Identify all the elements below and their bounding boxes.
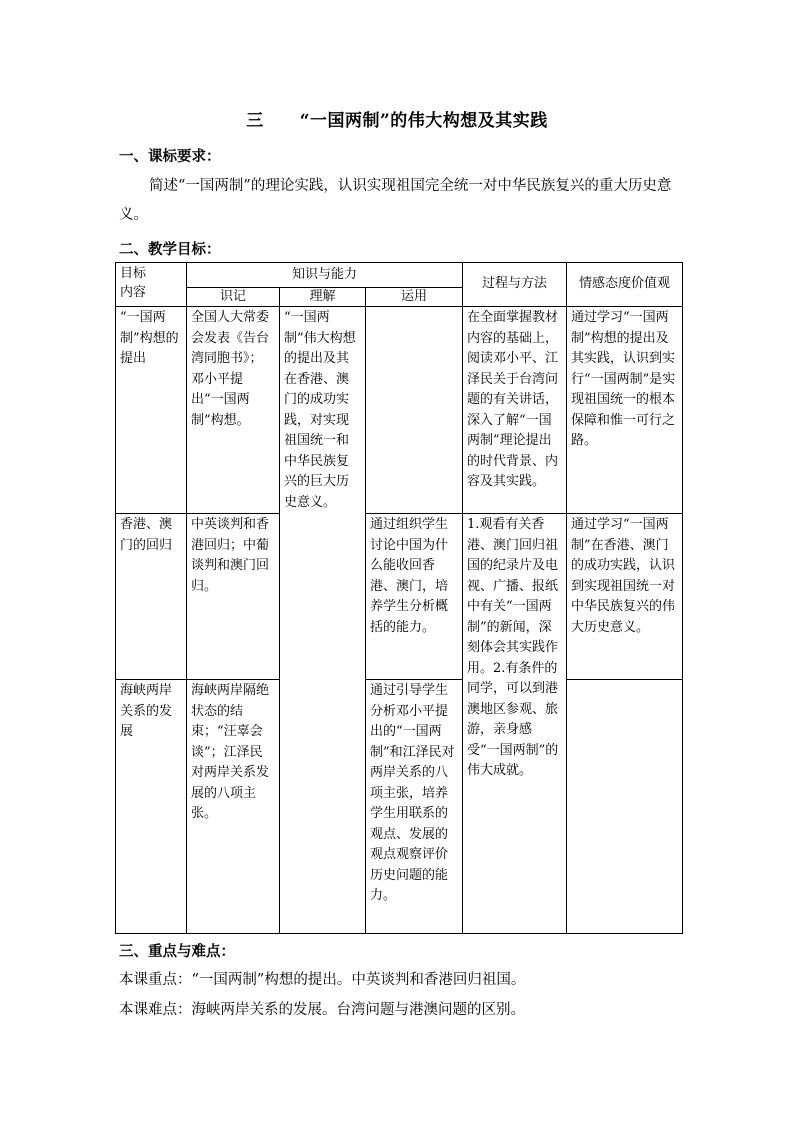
row-emotion-cell bbox=[567, 680, 683, 934]
curriculum-requirement-text: 简述“一国两制”的理论实践，认识实现祖国完全统一对中华民族复兴的重大历史意义。 bbox=[119, 178, 672, 223]
page-title bbox=[0, 106, 794, 131]
row-emotion-cell: 通过学习“一国两制”在香港、澳门的成功实践，认识到实现祖国统一对中华民族复兴的伟大历史意义。 bbox=[567, 514, 683, 680]
corner-label-target: 目标 bbox=[120, 266, 147, 281]
header-emotion-values: 情感态度价值观 bbox=[567, 263, 683, 307]
lesson-number: 三 bbox=[246, 111, 264, 131]
row-content-cell: 海峡两岸关系的发展 bbox=[116, 680, 187, 934]
row-apply-cell: 通过引导学生分析邓小平提出的“一国两制”和江泽民对两岸关系的八项主张，培养学生用联系的观点、发展的观点观察评价历史问题的能力。 bbox=[366, 680, 463, 934]
objectives-table bbox=[115, 262, 683, 934]
row-content-cell: “一国两制”构想的提出 bbox=[116, 307, 187, 514]
row-recall-cell: 中英谈判和香港回归；中葡谈判和澳门回归。 bbox=[187, 514, 280, 680]
header-apply: 运用 bbox=[366, 288, 463, 307]
difficult-point-text: 本课难点：海峡两岸关系的发展。台湾问题与港澳问题的区别。 bbox=[119, 1002, 525, 1018]
key-point-text: 本课重点：“一国两制”构想的提出。中英谈判和香港回归祖国。 bbox=[119, 972, 526, 988]
row-understand-cell: “一国两制”伟大构想的提出及其在香港、澳门的成功实践，对实现祖国统一和中华民族复兴的巨大历史意义。 bbox=[280, 307, 366, 934]
corner-label-content: 内容 bbox=[120, 285, 147, 300]
table-corner-cell bbox=[116, 263, 187, 307]
row-recall-cell: 全国人大常委会发表《告台湾同胞书》；邓小平提出“一国两制”构想。 bbox=[187, 307, 280, 514]
row-apply-cell bbox=[366, 307, 463, 514]
header-understand: 理解 bbox=[280, 288, 366, 307]
section-heading-curriculum: 一、课标要求： bbox=[119, 148, 221, 165]
row-process-cell: 1.观看有关香港、澳门回归祖国的纪录片及电视、广播、报纸中有关“一国两制”的新闻，深刻体会其实践作用。2.有条件的同学，可以到港澳地区参观、旅游，亲身感受“一国两制”的伟大成就。 bbox=[463, 514, 567, 934]
row-recall-cell: 海峡两岸隔绝状态的结束；“汪辜会谈”；江泽民对两岸关系发展的八项主张。 bbox=[187, 680, 280, 934]
section-heading-objectives: 二、教学目标： bbox=[119, 241, 221, 258]
lesson-title: “一国两制”的伟大构想及其实践 bbox=[299, 111, 548, 131]
row-emotion-cell: 通过学习“一国两制”构想的提出及其实践，认识到实行“一国两制”是实现祖国统一的根本保障和惟一可行之路。 bbox=[567, 307, 683, 514]
header-knowledge-ability: 知识与能力 bbox=[187, 263, 463, 288]
header-process-method: 过程与方法 bbox=[463, 263, 567, 307]
section-heading-key-points: 三、重点与难点： bbox=[119, 943, 235, 960]
row-apply-cell: 通过组织学生讨论中国为什么能收回香港、澳门，培养学生分析概括的能力。 bbox=[366, 514, 463, 680]
header-recall: 识记 bbox=[187, 288, 280, 307]
row-content-cell: 香港、澳门的回归 bbox=[116, 514, 187, 680]
row-process-cell: 在全面掌握教材内容的基础上，阅读邓小平、江泽民关于台湾问题的有关讲话，深入了解“一国两制”理论提出的时代背景、内容及其实践。 bbox=[463, 307, 567, 514]
